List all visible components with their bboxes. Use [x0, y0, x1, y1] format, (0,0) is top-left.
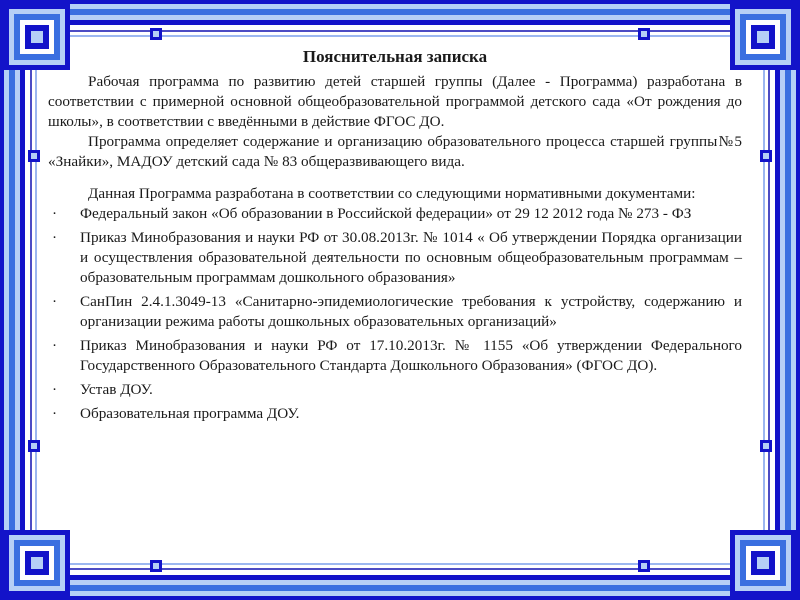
- frame-accent-inner-2: [31, 443, 37, 449]
- bullet-icon: ·: [52, 405, 58, 422]
- list-item-text: Приказ Минобразования и науки РФ от 17.10.2013г. № 1155 «Об утверждении Федерального Государственного Образовательного Стандарта Дошкольного Образования» (ФГОС ДО).: [80, 337, 742, 374]
- frame-accent-inner-0: [31, 153, 37, 159]
- bullet-icon: ·: [52, 293, 58, 310]
- list-item: [48, 336, 742, 376]
- corner-ornament-center-1: [757, 31, 769, 43]
- frame-accent-inner-4: [153, 31, 159, 37]
- paragraph-regulations: Данная Программа разработана в соответствии со следующими нормативными документами:: [88, 185, 696, 202]
- list-item-text: Приказ Минобразования и науки РФ от 30.08.2013г. № 1014 « Об утверждении Порядка организации и осуществления образовательной деятельности по основным общеобразовательным программам – образовательным программам дошкольного образования»: [80, 229, 742, 286]
- bullet-icon: ·: [52, 229, 58, 246]
- frame-accent-inner-5: [641, 31, 647, 37]
- paragraph-content: Программа определяет содержание и организацию образовательного процесса старшей группы№5 «Знайки», МАДОУ детский сада № 83 общеразвивающего вида.: [48, 133, 742, 170]
- list-item: [48, 228, 742, 288]
- regulations-list: [48, 204, 742, 424]
- frame-accent-inner-7: [641, 563, 647, 569]
- bullet-icon: ·: [52, 381, 58, 398]
- frame-accent-inner-1: [763, 153, 769, 159]
- bullet-icon: ·: [52, 337, 58, 354]
- frame-accent-inner-3: [763, 443, 769, 449]
- paragraph-intro: Рабочая программа по развитию детей старшей группы (Далее - Программа) разработана в соответствии с примерной основной общеобразовательной программой детского сада «От рождения до школы», в соответствии с введёнными в действие ФГОС ДО.: [48, 73, 742, 130]
- document-body: [48, 46, 742, 428]
- list-item-text: Образовательная программа ДОУ.: [80, 405, 300, 422]
- list-item: [48, 404, 742, 424]
- list-item: [48, 204, 742, 224]
- corner-ornament-center-2: [31, 557, 43, 569]
- list-item: [48, 292, 742, 332]
- document-title: Пояснительная записка: [302, 47, 488, 66]
- corner-ornament-center-3: [757, 557, 769, 569]
- bullet-icon: ·: [52, 205, 58, 222]
- list-item-text: СанПин 2.4.1.3049-13 «Санитарно-эпидемиологические требования к устройству, содержанию и организации режима работы дошкольных образовательных организаций»: [80, 293, 742, 330]
- list-item: [48, 380, 742, 400]
- corner-ornament-center-0: [31, 31, 43, 43]
- frame-accent-inner-6: [153, 563, 159, 569]
- list-item-text: Федеральный закон «Об образовании в Российской федерации» от 29 12 2012 года № 273 - ФЗ: [80, 205, 692, 222]
- list-item-text: Устав ДОУ.: [80, 381, 153, 398]
